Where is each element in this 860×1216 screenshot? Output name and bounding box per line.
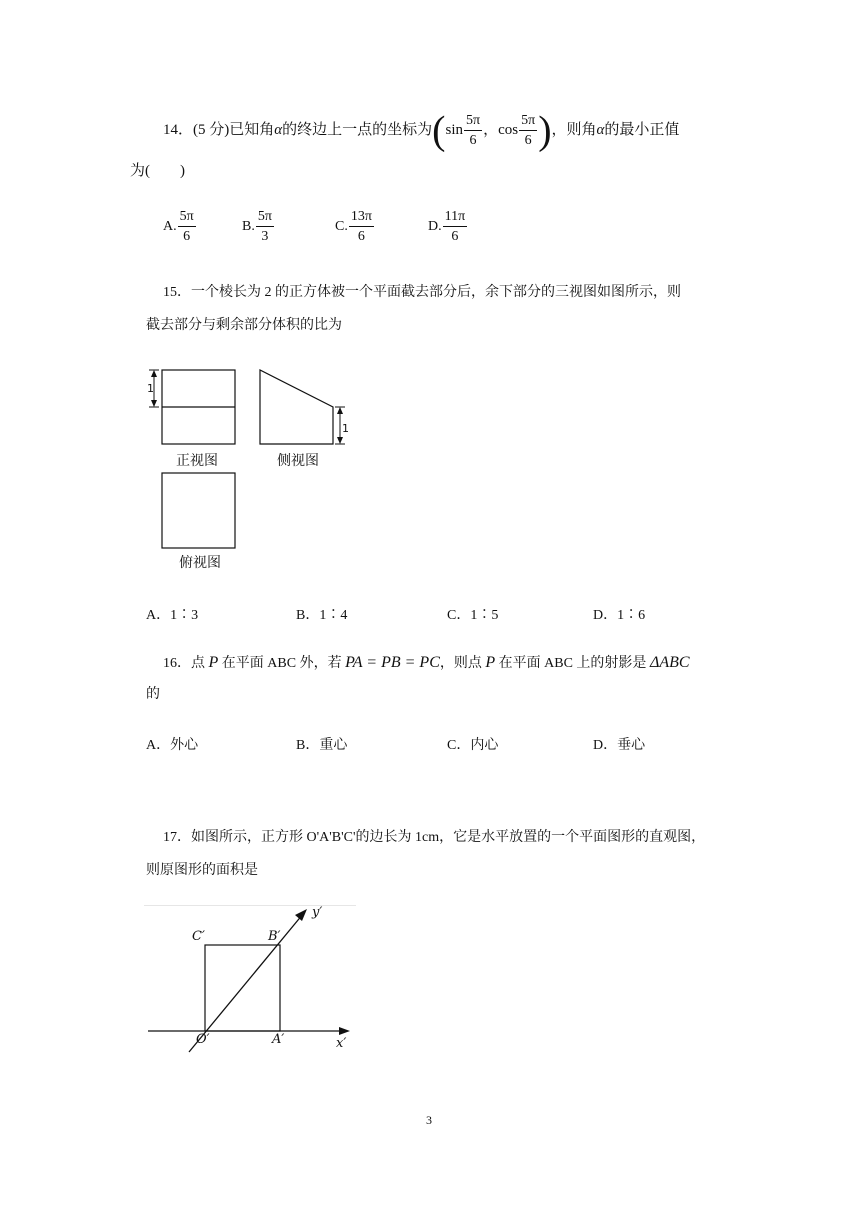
label-b-prime: B′ [268,929,281,944]
q15-line2: 截去部分与剩余部分体积的比为 [146,318,342,333]
q14-text-b: 的终边上一点的坐标为 [282,122,433,138]
top-view-label: 俯视图 [179,555,221,571]
y-axis-arrow [295,909,307,921]
q14-frac-2: $\frac{5\pi}{6}$ [521,112,536,148]
q14-comma: ， [483,122,499,138]
front-dim-arrow-top [151,370,157,377]
q14-alpha: α [274,122,283,138]
q14-cos: cos [498,122,519,138]
label-c-prime: C′ [192,929,205,944]
q14-line2: 为( ) [130,163,185,179]
q14-option-a[interactable]: A. $\frac{5\pi}{6}$ [163,209,194,244]
q14-number: 14． [163,122,194,138]
q14-paren-right: ) [538,107,552,153]
front-dim-arrow-bottom [151,400,157,407]
q16-line2: 的 [146,687,160,702]
q17-line1: 17．如图所示，正方形 O'A'B'C'的边长为 1cm，它是水平放置的一个平面图形的直观图， [163,830,706,845]
q16-option-b[interactable]: B．重心 [296,738,348,753]
q14-text-d: 的最小正值 [604,122,680,138]
q16-option-a[interactable]: A．外心 [146,738,199,753]
oblique-square-figure [144,905,356,1055]
q14-line1 [163,108,679,152]
q15-option-b[interactable]: B．1∶4 [296,608,348,623]
q14-text-c: ，则角 [551,122,597,138]
three-view-figure [140,360,370,575]
x-axis-arrow [339,1027,350,1035]
label-o-prime: O′ [196,1032,210,1047]
q14-score: (5 分) [193,122,230,138]
q14-option-b[interactable]: B. $\frac{5\pi}{3}$ [242,209,272,244]
q16-line1: 16．点 P 在平面 ABC 外，若 PA = PB = PC，则点 P 在平面 ABC 上的射影是 ΔABC [163,654,690,671]
side-view-label: 侧视图 [277,453,319,469]
q15-option-c[interactable]: C．1∶5 [447,608,499,623]
q17-line2: 则原图形的面积是 [146,863,258,878]
front-view-label: 正视图 [176,453,218,469]
q15-option-a[interactable]: A．1∶3 [146,608,199,623]
q14-paren-left: ( [432,107,446,153]
q14-option-c[interactable]: C. $\frac{13\pi}{6}$ [335,209,372,244]
label-x-prime: x′ [336,1036,347,1051]
side-dim-label: 1 [342,422,349,435]
q14-option-d[interactable]: D. $\frac{11\pi}{6}$ [428,209,466,244]
q14-text-a: 已知角 [229,122,275,138]
front-dim-label: 1 [147,382,154,395]
q14-frac-1: $\frac{5\pi}{6}$ [466,112,481,148]
q15-line1: 15．一个棱长为 2 的正方体被一个平面截去部分后，余下部分的三视图如图所示，则 [163,285,681,300]
q16-option-c[interactable]: C．内心 [447,738,499,753]
side-dim-arrow-top [337,407,343,414]
q14-sin: sin [445,122,464,138]
q16-option-d[interactable]: D．垂心 [593,738,646,753]
side-dim-arrow-bottom [337,437,343,444]
q15-option-d[interactable]: D．1∶6 [593,608,646,623]
q14-alpha-2: α [596,122,605,138]
label-y-prime: y′ [312,905,323,920]
label-a-prime: A′ [272,1032,285,1047]
top-view-rect [162,473,235,548]
side-view-shape [260,370,333,444]
page-number: 3 [426,1113,432,1127]
